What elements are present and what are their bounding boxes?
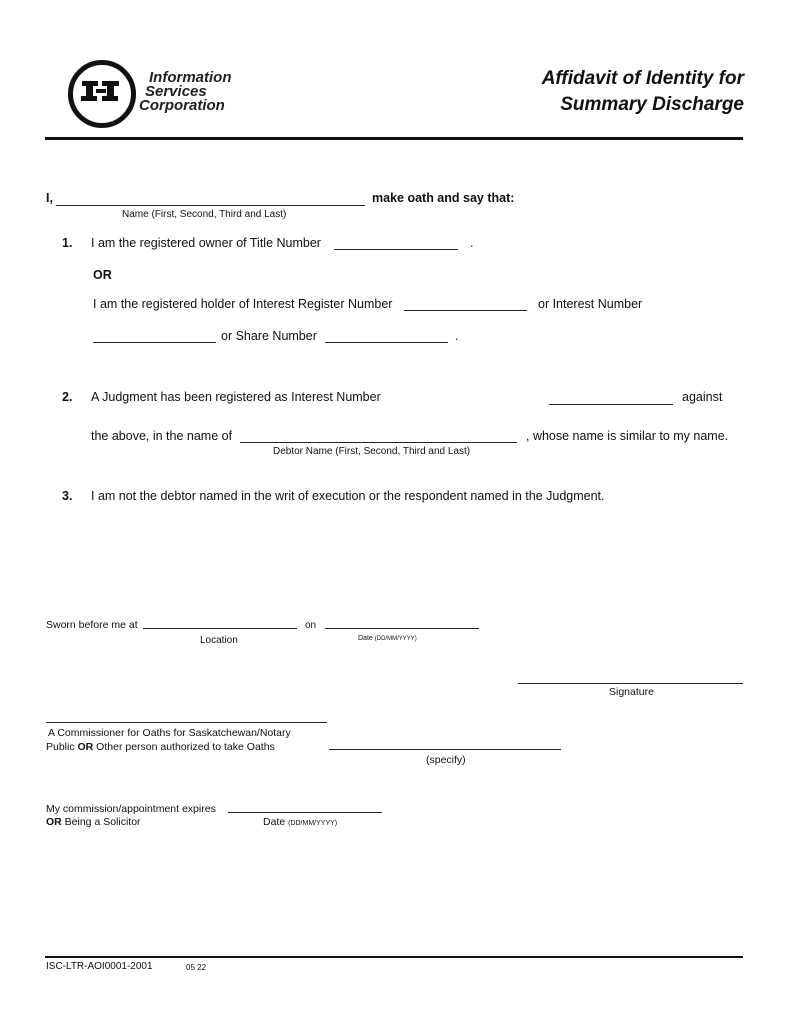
sworn-date-format: (DD/MM/YYYY) xyxy=(374,636,417,642)
title-line-2: Summary Discharge xyxy=(560,94,744,115)
sworn-label: Sworn before me at xyxy=(46,619,138,631)
sworn-on: on xyxy=(305,620,317,631)
sworn-location-field[interactable] xyxy=(143,628,297,629)
commissioner-line-2 xyxy=(46,741,275,753)
commission-date-label: Date xyxy=(263,816,286,828)
item-2-text: A Judgment has been registered as Interest Number xyxy=(91,390,381,404)
solicitor-or: OR xyxy=(46,816,62,828)
logo-wordmark xyxy=(139,71,232,113)
commissioner-or: OR xyxy=(77,741,94,753)
item-3-text: I am not the debtor named in the writ of execution or the respondent named in the Judgment. xyxy=(91,489,605,503)
name-field[interactable] xyxy=(56,205,365,206)
share-number-field[interactable] xyxy=(325,342,448,343)
item-1-or-label: OR xyxy=(93,268,112,282)
commission-date-caption xyxy=(263,816,337,828)
interest-number-field[interactable] xyxy=(93,342,216,343)
header-divider xyxy=(45,137,743,140)
commissioner-signature-field[interactable] xyxy=(46,722,327,723)
oath-prefix: I, xyxy=(46,191,53,205)
form-version: 05 22 xyxy=(186,963,207,972)
item-3-number: 3. xyxy=(62,489,73,503)
logo-line-1: Information xyxy=(149,69,232,86)
signature-caption: Signature xyxy=(609,686,654,698)
sworn-date-caption xyxy=(358,635,417,642)
solicitor-label: Being a Solicitor xyxy=(61,816,141,828)
item-2-similar-text: , whose name is similar to my name. xyxy=(526,429,729,443)
commission-expires-field[interactable] xyxy=(228,812,382,813)
item-1-number: 1. xyxy=(62,236,73,250)
debtor-name-field[interactable] xyxy=(240,442,517,443)
specify-caption: (specify) xyxy=(426,754,466,766)
title-number-field[interactable] xyxy=(334,249,458,250)
item-2-name-of-text: the above, in the name of xyxy=(91,429,233,443)
item-2-number: 2. xyxy=(62,390,73,404)
logo-line-2: Services xyxy=(145,83,207,100)
judgment-interest-number-field[interactable] xyxy=(549,404,673,405)
item-1-interest-register-text: I am the registered holder of Interest Register Number xyxy=(93,297,393,311)
logo-line-3: Corporation xyxy=(139,97,225,114)
item-1-share-number-text: or Share Number xyxy=(221,329,317,343)
name-caption: Name (First, Second, Third and Last) xyxy=(122,209,287,220)
debtor-name-caption: Debtor Name (First, Second, Third and Last) xyxy=(273,446,471,457)
item-2-against: against xyxy=(682,390,723,404)
sworn-date-label: Date xyxy=(358,635,373,642)
solicitor-line xyxy=(46,816,141,828)
location-caption: Location xyxy=(200,635,238,646)
commissioner-public: Public xyxy=(46,741,78,753)
item-1-period: . xyxy=(470,236,474,250)
form-code: ISC-LTR-AOI0001-2001 xyxy=(46,961,153,972)
item-1-share-period: . xyxy=(455,329,459,343)
signature-field[interactable] xyxy=(518,683,743,684)
commissioner-other: Other person authorized to take Oaths xyxy=(93,741,275,753)
oath-suffix: make oath and say that: xyxy=(372,191,515,205)
page-title xyxy=(542,66,744,118)
footer-divider xyxy=(45,956,743,958)
commissioner-line-1: A Commissioner for Oaths for Saskatchewan/Notary xyxy=(48,727,291,739)
isc-logo-icon xyxy=(78,78,122,104)
sworn-date-field[interactable] xyxy=(325,628,479,629)
specify-field[interactable] xyxy=(329,749,561,750)
interest-register-number-field[interactable] xyxy=(404,310,527,311)
commission-expires-label: My commission/appointment expires xyxy=(46,803,216,815)
item-1-text: I am the registered owner of Title Number xyxy=(91,236,321,250)
title-line-1: Affidavit of Identity for xyxy=(541,68,744,89)
commission-date-format: (DD/MM/YYYY) xyxy=(288,820,338,827)
item-1-interest-number-text: or Interest Number xyxy=(538,297,643,311)
